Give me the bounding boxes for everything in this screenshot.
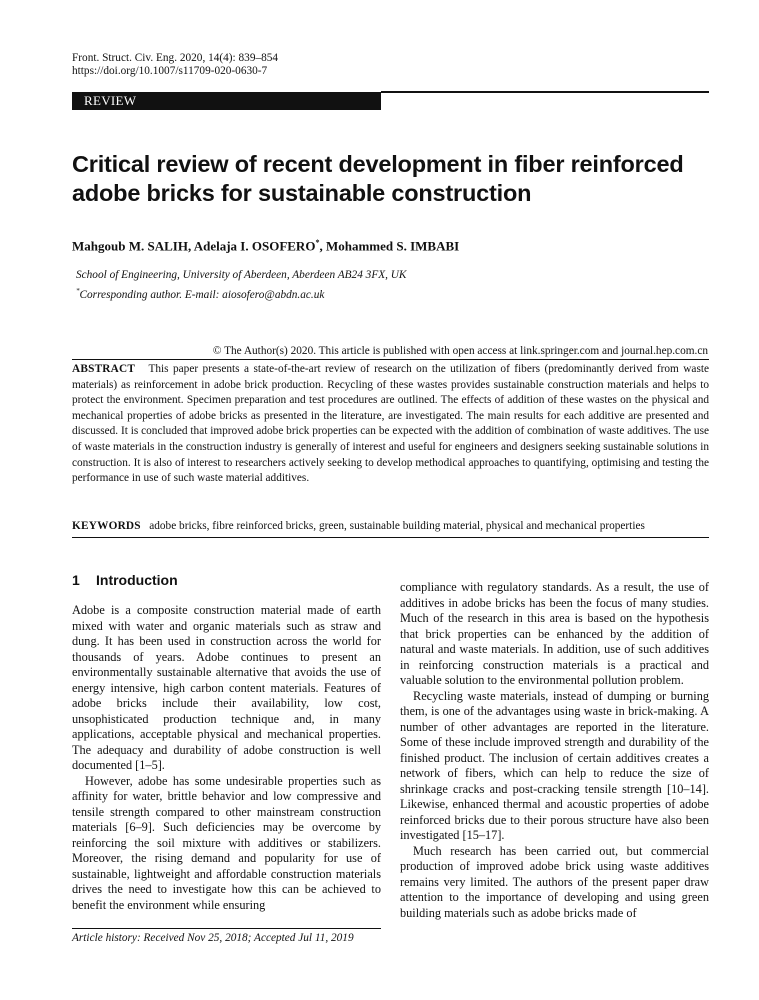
paragraph: However, adobe has some undesirable properties such as affinity for water, brittle behavior and low compressive and tensile strength compared to other mainstream construction materials [6–9]. Such deficiencies may be overcome by reinforcing the soil mixture with additives or stabilizers. Moreover, the rising demand and popularity for use of sustainable, lightweight and affordable construction materials drives the need to investigate how this can be achieved to benefit the environment while ensuring — [72, 773, 381, 912]
corresponding-author-text: Corresponding author. E-mail: aiosofero@abdn.ac.uk — [79, 288, 325, 301]
abstract-label: ABSTRACT — [72, 363, 136, 375]
open-access-notice: © The Author(s) 2020. This article is published with open access at link.springer.com and journal.hep.com.cn — [212, 345, 708, 357]
authors-part1: Mahgoub M. SALIH, Adelaja I. OSOFERO — [72, 238, 316, 254]
authors-part2: , Mohammed S. IMBABI — [319, 238, 460, 254]
article-title: Critical review of recent development in fiber reinforced adobe bricks for sustainable construction — [72, 151, 684, 206]
left-column — [72, 603, 381, 913]
keywords-text: adobe bricks, fibre reinforced bricks, green, sustainable building material, physical and mechanical properties — [149, 520, 645, 532]
journal-citation — [72, 52, 278, 78]
corresponding-author — [76, 283, 406, 303]
paragraph: Adobe is a composite construction material made of earth mixed with water and organic materials such as straw and dung. It has been used in construction across the world for thousands of years. Adobe continues to present an environmentally sustainable alternative that avoids the use of energy intensive, high carbon content materials. Features of adobe bricks include their availability, low cost, unsophisticated production technique and, in many applications, acceptable physical and mechanical properties. The adequacy and durability of adobe construction is well documented [1–5]. — [72, 603, 381, 772]
abstract-top-rule — [72, 359, 709, 360]
journal-line: Front. Struct. Civ. Eng. 2020, 14(4): 839–854 — [72, 52, 279, 64]
paragraph: compliance with regulatory standards. As a result, the use of additives in adobe bricks has been the focus of many studies. Much of the research in this area is based on the hypothesis that brick properties can be enhanced by the addition of natural and waste materials. In addition, use of such additives in reinforcing construction materials is a practical and valuable solution to the environmental pollution problem. — [400, 580, 709, 687]
paragraph: Much research has been carried out, but commercial production of improved adobe brick using waste additives remains very limited. The authors of the present paper draw attention to the importance of developing and using green building materials such as adobe bricks made of — [400, 843, 709, 920]
section-label: REVIEW — [84, 93, 137, 108]
section-title: Introduction — [96, 572, 178, 588]
paragraph: Recycling waste materials, instead of dumping or burning them, is one of the advantages using waste in brick-making. A number of other advantages are reported in the literature. Some of these include improved strength and durability of the finished product. The inclusion of certain additives creates a network of fibers, which can help to reduce the size of shrinkage cracks and post-cracking tensile strength [10–14]. Likewise, enhanced thermal and acoustic properties of adobe reinforced bricks due to their porous structure have also been investigated [15–17]. — [400, 688, 709, 842]
section-heading — [72, 572, 178, 588]
right-column — [400, 580, 709, 921]
keywords-bottom-rule — [72, 537, 709, 538]
article-history: Article history: Received Nov 25, 2018; Accepted Jul 11, 2019 — [72, 932, 354, 944]
corresponding-mark: * — [315, 238, 320, 247]
corresponding-footnote-mark: * — [76, 287, 80, 295]
author-list — [72, 238, 459, 254]
abstract-text: This paper presents a state-of-the-art review of research on the utilization of fibers (predominantly derived from waste materials) as reinforcement in adobe brick production. Recycling of these wastes provides sustainable construction materials and helps to protect the environment. Specimen preparation and test procedures are outlined. The effects of addition of these wastes on the physical and mechanical properties of adobe bricks as presented in the literature, are investigated. The main results for each additive are presented and discussed. It is concluded that improved adobe brick properties can be expected with the addition of combination of waste additives. The use of waste materials in the construction industry is generally of interest and useful for engineers and designers seeking sustainable solutions in construction. It is also of interest to researchers actively seeking to develop methodical approaches to quantifying, optimising and testing the performance in use of such waste material additives. — [72, 363, 709, 485]
section-number: 1 — [72, 572, 80, 588]
footnote-rule — [72, 928, 381, 929]
affiliation: School of Engineering, University of Aberdeen, Aberdeen AB24 3FX, UK — [76, 269, 407, 281]
abstract — [72, 362, 709, 487]
section-label-bar — [72, 92, 381, 110]
doi-line: https://doi.org/10.1007/s11709-020-0630-7 — [72, 65, 268, 77]
affiliations — [76, 267, 406, 303]
keywords — [72, 519, 709, 534]
keywords-label: KEYWORDS — [72, 520, 141, 532]
header-rule — [381, 91, 709, 93]
